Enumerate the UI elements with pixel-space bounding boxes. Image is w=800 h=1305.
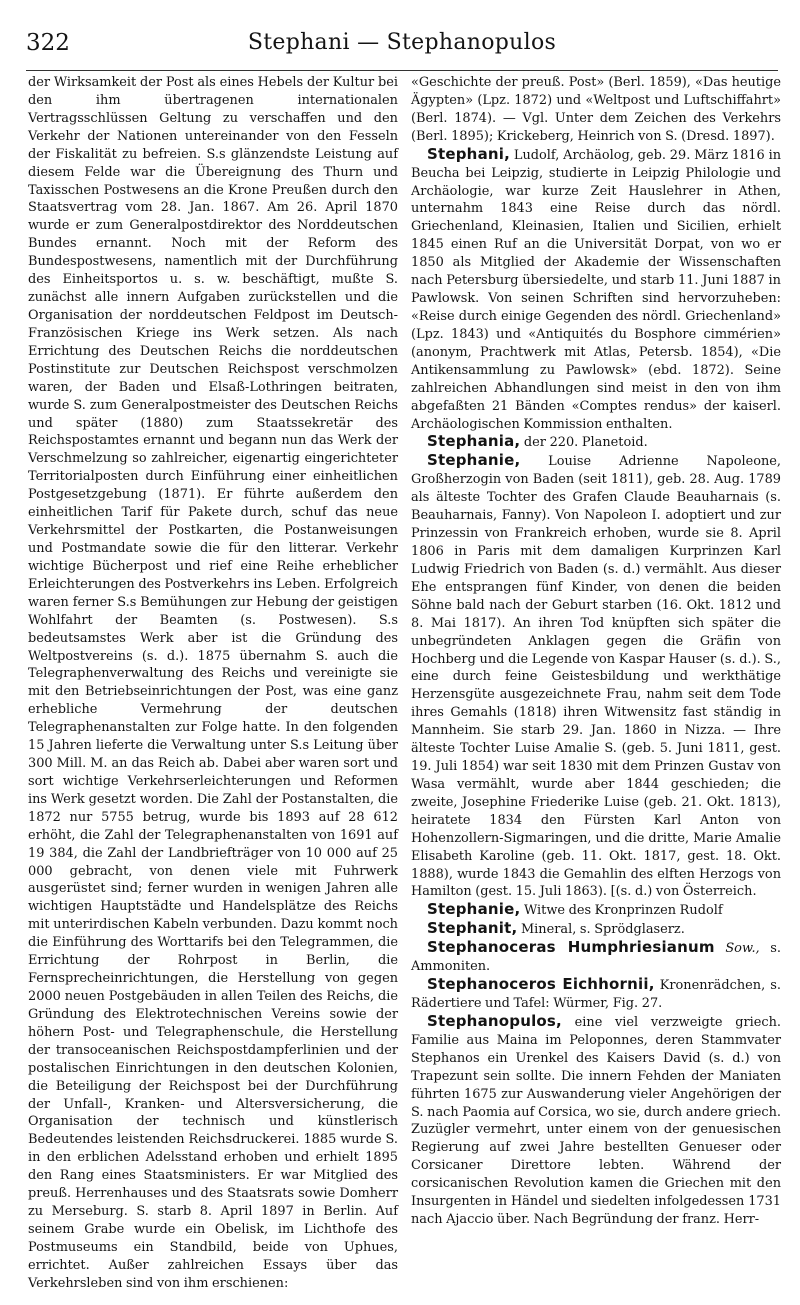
headword: Stephanie, [427,451,521,470]
headword: Stephanit, [427,919,518,938]
entry-stephani-ludolf [411,146,781,434]
left-column-text: der Wirksamkeit der Post als eines Hebels der Kultur bei den ihm übertragenen internationalen Vertragsschlüssen Geltung zu verschaffen und den Verkehr der Nationen untereinander von den Fesseln der Fiskalität zu befreien. S.s glänzendste Leistung auf diesem Felde war die Übereignung des Thurn und Taxisschen Postwesens an die Krone Preußen durch den Staatsvertrag vom 28. Jan. 1867. Am 26. April 1870 wurde er zum Generalpostdirektor des Norddeutschen Bundes ernannt. Noch mit der Reform des Bundespostwesens, namentlich mit der Durchführung des Einheitsportos u. s. w. beschäftigt, mußte S. zunächst alle innern Aufgaben zurückstellen und die Organisation der norddeutschen Feldpost im Deutsch-Französischen Kriege ins Werk setzen. Als nach Errichtung des Deutschen Reichs die norddeutschen Postinstitute zur Deutschen Reichspost verschmolzen waren, der Baden und Elsaß-Lothringen beitraten, wurde S. zum Generalpostmeister des Deutschen Reichs und später (1880) zum Staatssekretär des Reichspostamtes ernannt und begann nun das Werk der Verschmelzung so zahlreicher, eigenartig eingerichteter Territorialposten durch Einführung einer einheitlichen Postgesetzgebung (1871). Er führte außerdem den einheitlichen Tarif für Pakete durch, schuf das neue Verkehrsmittel der Postkarten, die Postanweisungen und Postmandate sowie die für den litterar. Verkehr wichtige Bücherpost und rief eine Reihe erheblicher Erleichterungen des Postverkehrs ins Leben. Erfolgreich waren ferner S.s Bemühungen zur Hebung der geistigen Wohlfahrt der Beamten (s. Postwesen). S.s bedeutsamstes Werk aber ist die Gründung des Weltpostvereins (s. d.). 1875 übernahm S. auch die Telegraphenverwaltung des Reichs und vereinigte sie mit den Betriebseinrichtungen der Post, was eine ganz erhebliche Vermehrung der deutschen Telegraphenanstalten zur Folge hatte. In den folgenden 15 Jahren lieferte die Verwaltung unter S.s Leitung über 300 Mill. M. an das Reich ab. Dabei aber waren sort und sort wichtige Verkehrserleichterungen und Reformen ins Werk gesetzt worden. Die Zahl der Postanstalten, die 1872 nur 5755 betrug, wurde bis 1893 auf 28 612 erhöht, die Zahl der Telegraphenanstalten von 1691 auf 19 384, die Zahl der Landbriefträger von 10 000 auf 25 000 gebracht, von denen viele mit Fuhrwerk ausgerüstet sind; ferner wurden in wenigen Jahren alle wichtigen Hauptstädte und Handelsplätze des Reichs mit unterirdischen Kabeln verbunden. Dazu kommt noch die Einführung des Worttarifs bei den Telegrammen, die Errichtung der Rohrpost in Berlin, die Fernsprecheinrichtungen, die Herstellung von gegen 2000 neuen Postgebäuden in allen Teilen des Reichs, die Gründung des Elektrotechnischen Vereins sowie der höhern Post- und Telegraphenschule, die Herstellung der transoceanischen Reichspostdampferlinien und der postalischen Einrichtungen in den deutschen Kolonien, die Beteiligung der Reichspost bei der Durchführung der Unfall-, Kranken- und Altersversicherung, die Organisation der technisch und künstlerisch Bedeutendes leistenden Reichsdruckerei. 1885 wurde S. in den erblichen Adelsstand erhoben und erhielt 1895 den Rang eines Staatsministers. Er war Mitglied des preuß. Herrenhauses und des Staatsrats sowie Domherr zu Merseburg. S. starb 8. April 1897 in Berlin. Auf seinem Grabe wurde ein Obelisk, im Lichthofe des Postmuseums ein Standbild, beide von Uphues, errichtet. Außer zahlreichen Essays über das Verkehrsleben sind von ihm erschienen: [28,75,398,1291]
headword: Stephanie, [427,900,521,919]
headword: Stephania, [427,432,521,451]
right-column [411,74,781,1229]
continuation-paragraph: «Geschichte der preuß. Post» (Berl. 1859), «Das heutige Ägypten» (Lpz. 1872) und «Weltpost und Luftschiffahrt» (Berl. 1874). — Vgl. Unter dem Zeichen des Verkehrs (Berl. 1895); Krickeberg, Heinrich von S. (Dresd. 1897). [411,75,781,144]
running-head: Stephani — Stephanopulos [247,30,557,55]
headword: Stephanopulos, [427,1011,562,1030]
entry-text: Witwe des Kronprinzen Rudolf [520,903,723,919]
entry-text: eine viel verzweigte griech. Familie aus Maina im Peloponnes, deren Stammvater Stephanos ein Urenkel des Kaisers David (s. d.) von Trapezunt sein sollte. Die innern Fehden der Maniaten führten 1675 zur Auswanderung vieler Angehörigen der S. nach Paomia auf Corsica, wo sie, durch andere griech. Zuzügler vermehrt, unter einem von der genuesischen Regierung auf zwei Jahre bestellten Genueser oder Corsicaner Direttore lebten. Während der corsicanischen Revolution kamen die Griechen mit den Insurgenten in Händel und siedelten infolgedessen 1731 nach Ajaccio über. Nach Begründung der franz. Herr- [411,1014,781,1228]
entry-stephanoceros [411,976,781,1013]
left-column [28,74,398,1293]
entry-stephanopulos [411,1013,781,1229]
author-abbrev: Sow., [714,941,760,957]
entry-text: Mineral, s. Sprödglaserz. [517,922,685,938]
entry-text: Ludolf, Archäolog, geb. 29. März 1816 in Beucha bei Leipzig, studierte in Leipzig Philologie und Archäologie, war kurze Zeit Hauslehrer in Athen, unternahm 1843 eine Reise durch das nördl. Griechenland, Kleinasien, Italien und Sicilien, erhielt 1845 einen Ruf an die Universität Dorpat, von wo er 1850 als Mitglied der Akademie der Wissenschaften nach Petersburg übersiedelte, und starb 11. Juni 1887 in Pawlowsk. Von seinen Schriften sind hervorzuheben: «Reise durch einige Gegenden des nördl. Griechenland» (Lpz. 1843) und «Antiquités du Bosphore cimmérien» (anonym, Prachtwerk mit Atlas, Petersb. 1854), «Die Antikensammlung zu Pawlowsk» (ebd. 1872). Seine zahlreichen Abhandlungen sind meist in den von ihm abgefaßten 21 Bänden «Comptes rendus» der kaiserl. Archäologischen Kommission enthalten. [411,147,781,432]
entry-text: Kronenrädchen, s. Rädertiere und Tafel: Würmer, Fig. 27. [411,978,781,1012]
entry-text: der 220. Planetoid. [520,435,648,451]
header-rule [26,70,778,71]
entry-text: s. Ammoniten. [411,941,782,975]
entry-stephanie-louise [411,452,781,901]
page-header [26,22,778,62]
entry-stephania [411,433,781,452]
headword: Stephanoceros Eichhornii, [427,975,655,994]
page-number: 322 [26,30,70,56]
entry-stephanit [411,920,781,939]
entry-stephanoceras [411,939,781,976]
headword: Stephani, [427,144,511,163]
headword: Stephanoceras Humphriesianum [427,938,715,957]
entry-stephanie-witwe [411,901,781,920]
entry-text: Louise Adrienne Napoleone, Großherzogin von Baden (seit 1811), geb. 28. Aug. 1789 als älteste Tochter des Grafen Claude Beauharnais (s. Beauharnais, Fanny). Von Napoleon I. adoptiert und zur Prinzessin von Frankreich erhoben, wurde sie 8. April 1806 in Paris mit dem damaligen Kurprinzen Karl Ludwig Friedrich von Baden (s. d.) vermählt. Aus dieser Ehe entsprangen fünf Kinder, von denen die beiden Söhne bald nach der Geburt starben (16. Okt. 1812 und 8. Mai 1817). An ihren Tod knüpften sich später die unbegründeten Anklagen gegen die Gräfin von Hochberg und die Legende von Kaspar Hauser (s. d.). S., eine durch feine Geistesbildung und werkthätige Herzensgüte ausgezeichnete Frau, nahm seit dem Tode ihres Gemahls (1818) ihren Witwensitz fast ständig in Mannheim. Sie starb 29. Jan. 1860 in Nizza. — Ihre älteste Tochter Luise Amalie S. (geb. 5. Juni 1811, gest. 19. Juli 1854) war seit 1830 mit dem Prinzen Gustav von Wasa vermählt, wurde aber 1844 geschieden; die zweite, Josephine Friederike Luise (geb. 21. Okt. 1813), heiratete 1834 den Fürsten Karl Anton von Hohenzollern-Sigmaringen, und die dritte, Marie Amalie Elisabeth Karoline (geb. 11. Okt. 1817, gest. 18. Okt. 1888), wurde 1843 die Gemahlin des elften Herzogs von Hamilton (gest. 15. Juli 1863). [(s. d.) von Österreich. [411,454,781,900]
